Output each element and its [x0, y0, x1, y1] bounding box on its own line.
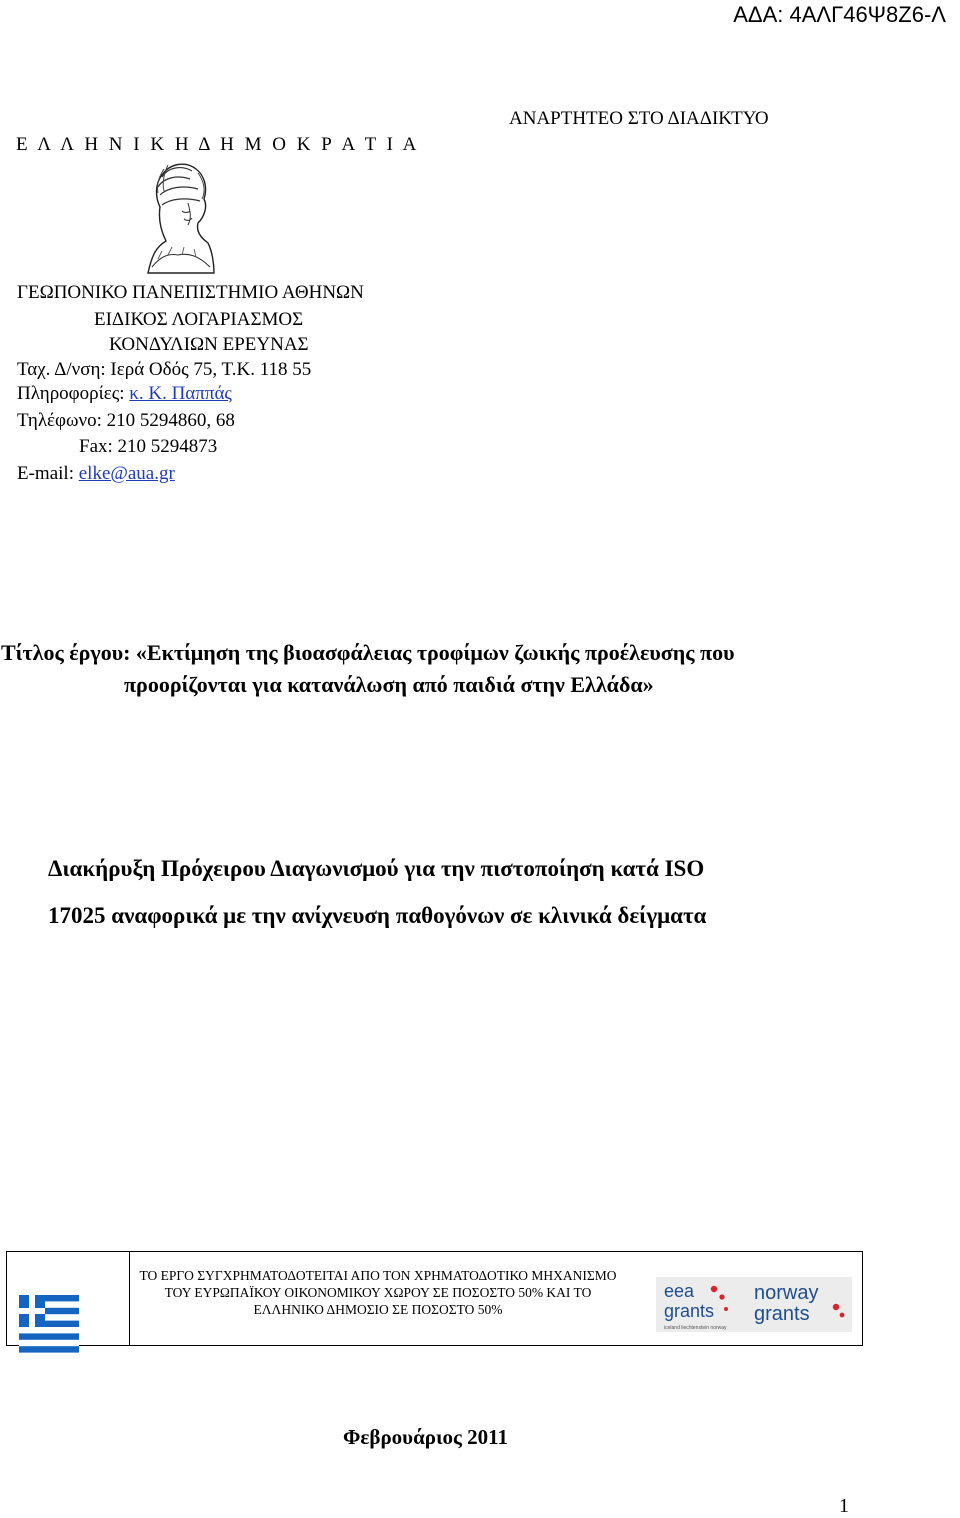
document-date: Φεβρουάριος 2011 [343, 1425, 509, 1449]
funds-name: ΚΟΝΔΥΛΙΩΝ ΕΡΕΥΝΑΣ [109, 334, 309, 355]
ada-code: ΑΔΑ: 4ΑΛΓ46Ψ8Ζ6-Λ [733, 2, 946, 27]
greek-flag-icon [19, 1295, 79, 1353]
eea-subtitle: iceland liechtenstein norway [664, 1325, 727, 1331]
eea-grants-word: grants [664, 1301, 715, 1321]
email-line [17, 463, 175, 485]
declaration-line1: Διακήρυξη Πρόχειρου Διαγωνισμού για την πιστοποίηση κατά ISO [48, 856, 705, 881]
grants-logos [656, 1277, 852, 1332]
phone-line: Τηλέφωνο: 210 5294860, 68 [17, 410, 235, 431]
address-line: Ταχ. Δ/νση: Ιερά Οδός 75, Τ.Κ. 118 55 [17, 359, 312, 380]
university-name: ΓΕΩΠΟΝΙΚΟ ΠΑΝΕΠΙΣΤΗΜΙΟ ΑΘΗΝΩΝ [17, 282, 364, 303]
posted-online-label: ΑΝΑΡΤΗΤΕΟ ΣΤΟ ΔΙΑΔΙΚΤΥΟ [509, 108, 769, 129]
project-title-line1: Τίτλος έργου: «Εκτίμηση της βιοασφάλειας τροφίμων ζωικής προέλευσης που [1, 640, 735, 665]
funding-box [6, 1251, 863, 1346]
email-link[interactable]: elke@aua.gr [78, 463, 175, 484]
eea-logo-word: eea [664, 1281, 695, 1301]
funding-divider [129, 1252, 130, 1345]
funding-text: ΤΟ ΕΡΓΟ ΣΥΓΧΡΗΜΑΤΟΔΟΤΕΙΤΑΙ ΑΠΟ ΤΟΝ ΧΡΗΜΑΤΟΔΟΤΙΚΟ ΜΗΧΑΝΙΣΜΟ ΤΟΥ ΕΥΡΩΠΑΪΚΟΥ ΟΙΚΟΝΟΜΙΚΟΥ ΧΩΡΟΥ ΣΕ ΠΟΣΟΣΤΟ 50% ΚΑΙ ΤΟ ΕΛΛΗΝΙΚΟ ΔΗΜΟΣΙΟ ΣΕ ΠΟΣΟΣΤΟ 50% [139, 1268, 617, 1317]
project-title-line2: προορίζονται για κατανάλωση από παιδιά στην Ελλάδα» [124, 672, 654, 697]
fax-line: Fax: 210 5294873 [79, 436, 218, 457]
university-emblem-image [138, 155, 216, 275]
info-label: Πληροφορίες: [17, 383, 130, 404]
info-contact-link[interactable]: κ. Κ. Παππάς [129, 383, 232, 404]
email-label: E-mail: [17, 463, 79, 484]
declaration-line2: 17025 αναφορικά με την ανίχνευση παθογόνων σε κλινικά δείγματα [48, 903, 707, 928]
info-line [17, 383, 232, 405]
eea-norway-grants-logo [656, 1277, 852, 1332]
account-name: ΕΙΔΙΚΟΣ ΛΟΓΑΡΙΑΣΜΟΣ [94, 309, 304, 330]
republic-heading: Ε Λ Λ Η Ν Ι Κ Η Δ Η Μ Ο Κ Ρ Α Τ Ι Α [16, 134, 420, 155]
norway-logo-word: norway [754, 1282, 819, 1304]
norway-grants-word: grants [754, 1303, 810, 1325]
page-number: 1 [839, 1495, 849, 1517]
